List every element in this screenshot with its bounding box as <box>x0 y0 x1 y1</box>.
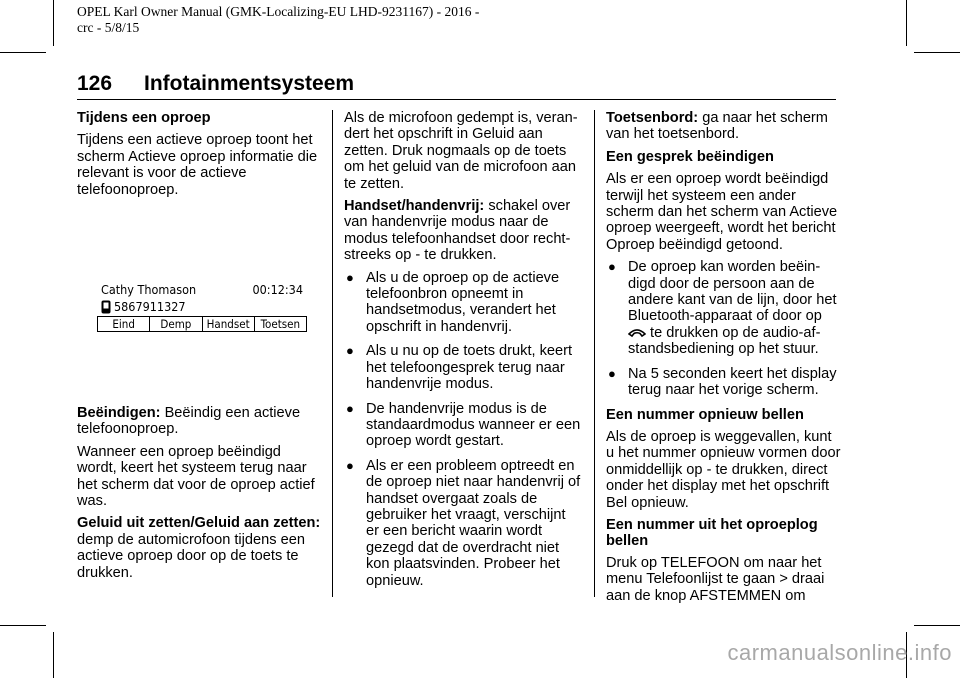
paragraph: Als de microfoon gedempt is, veran-dert het opschrift in Geluid aan zetten. Druk nogmaals op de toets om het geluid van de microfoon aan te zetten. <box>344 110 578 192</box>
phone-handset-icon <box>101 300 111 314</box>
heading-end-call: Een gesprek beëindigen <box>606 148 774 165</box>
term: Toetsenbord: <box>606 110 699 126</box>
list-item: ● Als u de oproep op de actieve telefoonbron opneemt in handsetmodus, verandert het opschrift in handenvrij. <box>346 269 560 335</box>
crop-mark <box>0 52 46 53</box>
end-call-button[interactable]: Eind <box>98 317 150 331</box>
running-head: OPEL Karl Owner Manual (GMK-Localizing-EU LHD-9231167) - 2016 - crc - 5/8/15 <box>77 4 480 35</box>
call-action-bar <box>97 316 307 332</box>
list-item: ● De handenvrije modus is de standaardmodus wanneer er een oproep wordt gestart. <box>346 400 581 450</box>
header-rule <box>77 99 836 100</box>
caller-number: 5867911327 <box>114 299 186 314</box>
paragraph: Wanneer een oproep beëindigd wordt, keert het systeem terug naar het scherm dat voor de oproep actief was. <box>77 443 315 510</box>
paragraph: Tijdens een actieve oproep toont het scherm Actieve oproep informatie die relevant is voor de actieve telefoonoproep. <box>77 132 318 198</box>
heading-call-log: Een nummer uit het oproeplog bellen <box>606 516 818 550</box>
term: Handset/handenvrij: <box>344 198 485 215</box>
list-item: ● Na 5 seconden keert het display terug naar het vorige scherm. <box>608 365 837 399</box>
crop-mark <box>53 632 54 678</box>
crop-mark <box>0 625 46 626</box>
column-2 <box>344 110 582 597</box>
watermark: carmanualsonline.info <box>727 640 952 665</box>
term: Geluid uit zetten/Geluid aan zetten: <box>77 515 321 532</box>
heading-during-call: Tijdens een oproep <box>77 110 211 126</box>
heading-redial: Een nummer opnieuw bellen <box>606 406 804 423</box>
section-title: Infotainmentsysteem <box>144 72 355 95</box>
crop-mark <box>914 625 960 626</box>
term: Beëindigen: <box>77 405 161 421</box>
column-1 <box>77 110 322 204</box>
paragraph: Toetsenbord: ga naar het scherm van het toetsenbord. <box>606 110 828 143</box>
paragraph: Geluid uit zetten/Geluid aan zetten: demp de automicrofoon tijdens een actieve oproep door op de toets te drukken. <box>77 515 321 581</box>
column-rule <box>594 110 595 597</box>
paragraph: Beëindigen: Beëindig een actieve telefoonoproep. <box>77 405 301 438</box>
list-item: ● Als u nu op de toets drukt, keert het telefoongesprek terug naar handenvrije modus. <box>346 343 573 393</box>
column-3 <box>606 110 842 610</box>
crop-mark <box>53 0 54 46</box>
crop-mark <box>906 0 907 46</box>
paragraph: Als de oproep is weggevallen, kunt u het nummer opnieuw vormen door onmiddellijk op - te drukken, direct onder het display met het opschrift Bel opnieuw. <box>606 428 841 511</box>
paragraph: Handset/handenvrij: schakel over van handenvrije modus naar de modus telefoonhandset door recht-streeks op - te drukken. <box>344 198 571 264</box>
list-item: ● De oproep kan worden beëin-digd door de persoon aan de andere kant van de lijn, door het Bluetooth-apparaat of door op te drukken op de audio-af-standsbediening op het stuur. <box>608 259 837 358</box>
column-rule <box>332 110 333 597</box>
paragraph: Als er een oproep wordt beëindigd terwijl het systeem een ander scherm dan het scherm van Actieve oproep weergeeft, wordt het bericht Oproep beëindigd getoond. <box>606 171 838 253</box>
caller-number-row <box>101 299 186 314</box>
caller-name: Cathy Thomason <box>101 282 197 297</box>
column-1-lower <box>77 405 322 587</box>
bullet-list <box>606 259 842 398</box>
list-item: ● Als er een probleem optreedt en de oproep niet naar handenvrij of handset overgaat zoals de gebruiker het vraagt, verschijnt er een bericht waarin wordt gezegd dat de overdracht niet kon plaatsvinden. Probeer het opnieuw. <box>346 457 581 589</box>
keypad-button[interactable]: Toetsen <box>260 317 301 331</box>
active-call-screen <box>97 280 307 333</box>
bullet-list <box>344 270 582 589</box>
page-number: 126 <box>77 72 113 95</box>
call-timer: 00:12:34 <box>252 282 303 297</box>
handset-button[interactable]: Handset <box>203 317 255 331</box>
end-call-icon <box>628 327 646 338</box>
mute-button[interactable]: Demp <box>150 317 202 331</box>
crop-mark <box>914 52 960 53</box>
paragraph: Druk op TELEFOON om naar het menu Telefoonlijst te gaan > draai aan de knop AFSTEMMEN om <box>606 554 825 604</box>
